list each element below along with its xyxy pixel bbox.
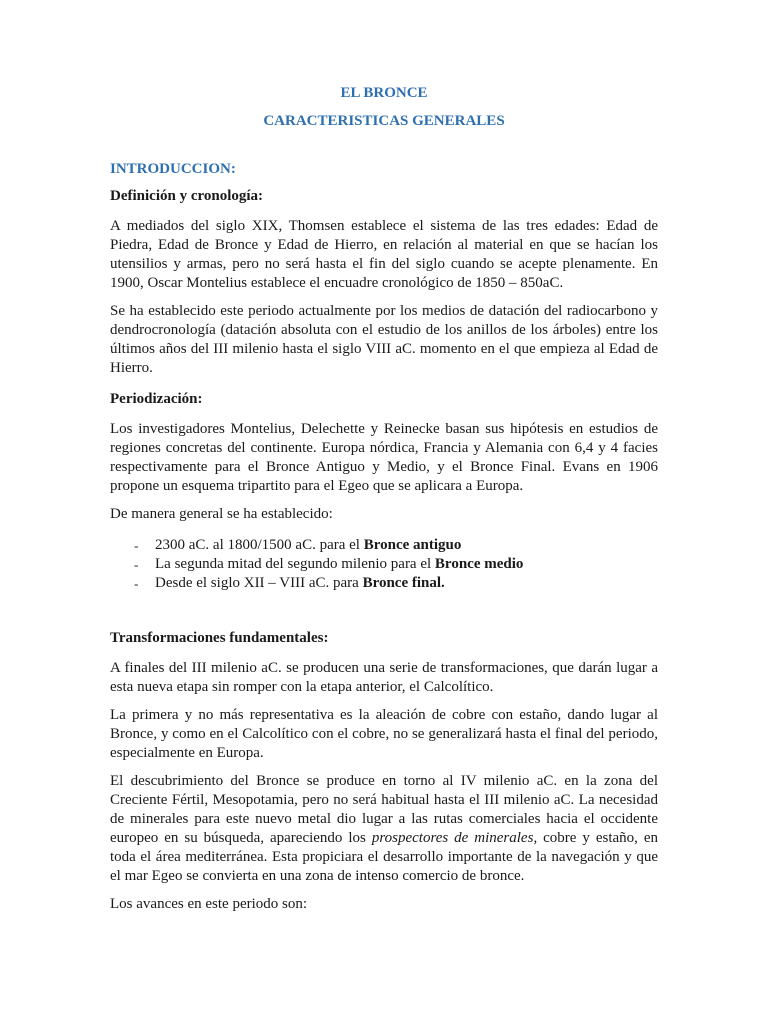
document-title: EL BRONCE — [340, 85, 428, 101]
list-item-bold: Bronce medio — [434, 556, 524, 572]
list-item-text: 2300 aC. al 1800/1500 aC. para el — [155, 537, 364, 553]
paragraph-aleacion: La primera y no más representativa es la aleación de cobre con estaño, dando lugar al Bronce, y como en el Calcolítico con el cobre, no se generalizará hasta el final del periodo, especialmente en Europa. — [110, 707, 658, 761]
paragraph-descubrimiento-italic: prospectores de minerales — [371, 830, 534, 846]
document-subtitle: CARACTERISTICAS GENERALES — [263, 113, 505, 129]
heading-transformaciones: Transformaciones fundamentales: — [110, 630, 329, 646]
heading-periodizacion: Periodización: — [110, 391, 203, 407]
dash-bullet: - — [134, 538, 139, 553]
list-item — [134, 536, 658, 555]
list-item — [134, 555, 658, 574]
list-item-bold: Bronce antiguo — [363, 537, 462, 553]
periods-list — [110, 536, 658, 593]
list-item-text: La segunda mitad del segundo milenio para el — [155, 556, 435, 572]
section-heading-introduccion: INTRODUCCION: — [110, 161, 236, 177]
list-item-text: Desde el siglo XII – VIII aC. para — [155, 575, 363, 591]
paragraph-investigadores: Los investigadores Montelius, Delechette y Reinecke basan sus hipótesis en estudios de regiones concretas del continente. Europa nórdica, Francia y Alemania con 6,4 y 4 facies respectivamente para el Bronce Antiguo y Medio, y el Bronce Final. Evans en 1906 propone un esquema tripartito para el Egeo que se aplicara a Europa. — [110, 421, 658, 494]
dash-bullet: - — [134, 557, 139, 572]
list-item — [134, 574, 658, 593]
paragraph-thomsen: A mediados del siglo XIX, Thomsen establece el sistema de las tres edades: Edad de Piedra, Edad de Bronce y Edad de Hierro, en relación al material en que se hacían los utensilios y armas, pero no será hasta el fin del siglo cuando se acepte plenamente. En 1900, Oscar Montelius establece el encuadre cronológico de 1850 – 850aC. — [110, 218, 658, 291]
paragraph-descubrimiento — [110, 772, 658, 886]
paragraph-descubrimiento-part1: El descubrimiento del Bronce se produce en torno al IV milenio aC. en la zona del Creciente Fértil, Mesopotamia, pero no será habitual hasta el III milenio aC. La necesidad de minerales para este nuevo metal dio lugar a las rutas comerciales hacia el occidente europeo en su búsqueda, apareciendo los — [110, 773, 658, 846]
paragraph-finales-milenio: A finales del III milenio aC. se producen una serie de transformaciones, que darán lugar a esta nueva etapa sin romper con la etapa anterior, el Calcolítico. — [110, 660, 658, 695]
paragraph-manera-general: De manera general se ha establecido: — [110, 506, 333, 522]
list-item-bold: Bronce final. — [362, 575, 445, 591]
paragraph-descubrimiento-part2: , cobre y estaño, en toda el área mediterránea. Esta propiciara el desarrollo importante de la navegación y que el mar Egeo se convierta en una zona de intenso comercio de bronce. — [110, 830, 659, 884]
paragraph-datacion: Se ha establecido este periodo actualmente por los medios de datación del radiocarbono y dendrocronología (datación absoluta con el estudio de los anillos de los árboles) entre los últimos años del III milenio hasta el siglo VIII aC. momento en el que empieza al Edad de Hierro. — [110, 303, 658, 376]
dash-bullet: - — [134, 576, 139, 591]
paragraph-avances: Los avances en este periodo son: — [110, 896, 308, 912]
heading-definicion: Definición y cronología: — [110, 188, 264, 204]
